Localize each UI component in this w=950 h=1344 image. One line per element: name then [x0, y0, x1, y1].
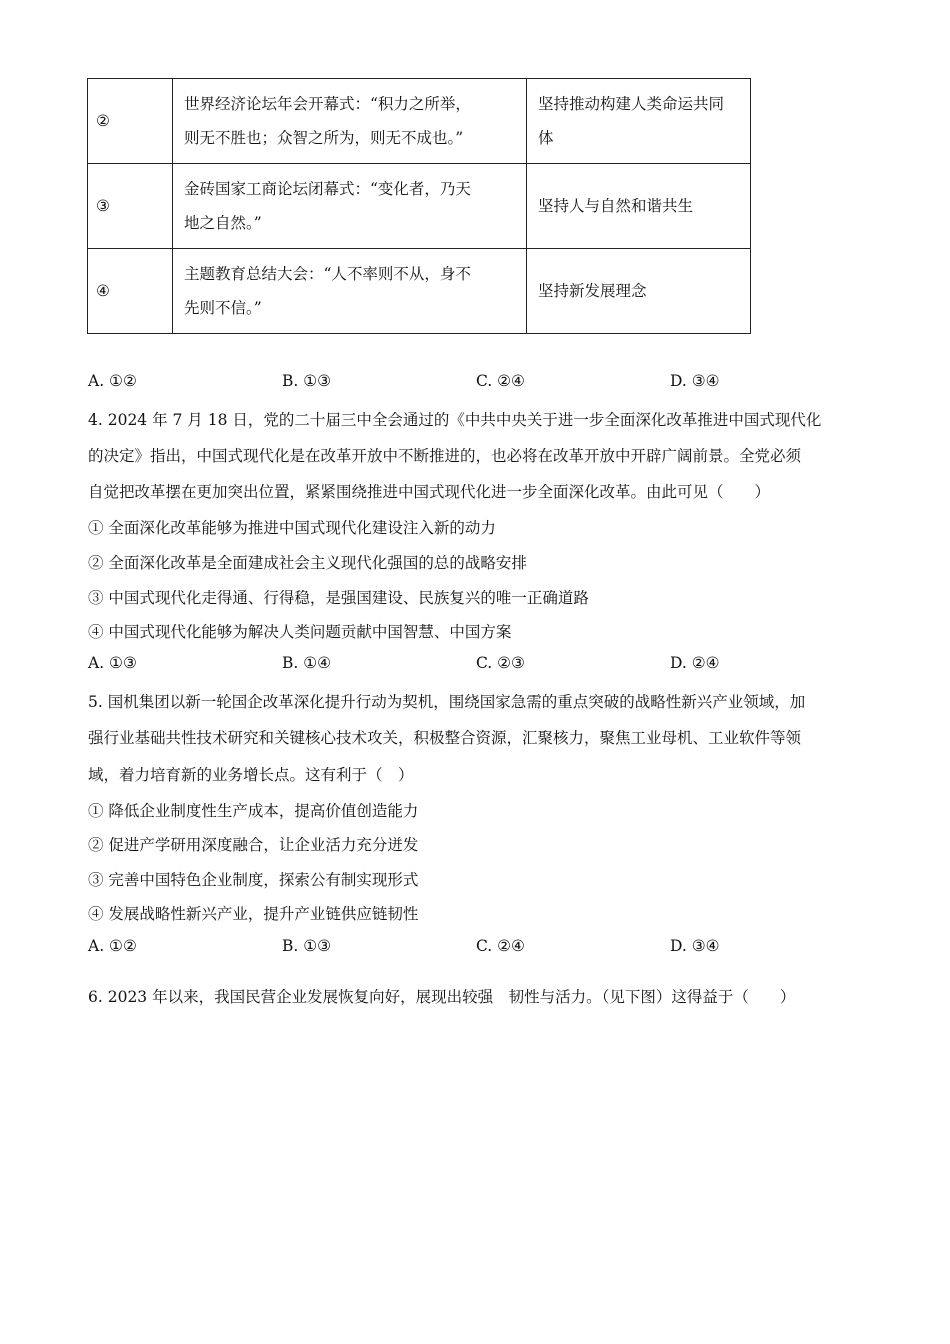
- q5-option: ④ 发展战略性新兴产业，提升产业链供应链韧性: [88, 905, 419, 923]
- quote-line: 则无不胜也；众智之所为，则无不成也。”: [184, 129, 464, 147]
- choice-c[interactable]: C. ②③: [476, 654, 525, 672]
- choice-b[interactable]: B. ①③: [282, 937, 332, 955]
- q5-option: ① 降低企业制度性生产成本，提高价值创造能力: [88, 802, 419, 820]
- choice-b[interactable]: B. ①③: [282, 372, 332, 390]
- q4-option: ③ 中国式现代化走得通、行得稳，是强国建设、民族复兴的唯一正确道路: [88, 589, 589, 607]
- q5-option: ③ 完善中国特色企业制度，探索公有制实现形式: [88, 871, 419, 889]
- choice-a[interactable]: A. ①③: [88, 654, 137, 672]
- row-number: ②: [88, 79, 173, 164]
- meaning-line: 体: [538, 129, 554, 147]
- quote-line: 金砖国家工商论坛闭幕式：“变化者，乃天: [184, 180, 471, 198]
- quote-meaning: [527, 164, 751, 249]
- quote-line: 地之自然。”: [184, 214, 262, 232]
- row-number: ③: [88, 164, 173, 249]
- quote-source: [173, 249, 527, 334]
- quote-table: [87, 78, 751, 334]
- quote-source: [173, 164, 527, 249]
- meaning-line: 坚持推动构建人类命运共同: [538, 95, 725, 113]
- quote-meaning: [527, 79, 751, 164]
- choice-a[interactable]: A. ①②: [88, 372, 137, 390]
- choice-d[interactable]: D. ③④: [670, 937, 720, 955]
- table-row: [88, 164, 751, 249]
- choice-d[interactable]: D. ②④: [670, 654, 720, 672]
- quote-line: 主题教育总结大会：“人不率则不从，身不: [184, 265, 471, 283]
- row-number: ④: [88, 249, 173, 334]
- q4-stem-line: 4. 2024 年 7 月 18 日，党的二十届三中全会通过的《中共中央关于进一步全面深化改革推进中国式现代化: [88, 411, 822, 429]
- meaning-line: 坚持人与自然和谐共生: [538, 197, 694, 215]
- q4-stem-line: 的决定》指出，中国式现代化是在改革开放中不断推进的，也必将在改革开放中开辟广阔前景。全党必须: [88, 447, 802, 465]
- q4-option: ② 全面深化改革是全面建成社会主义现代化强国的总的战略安排: [88, 554, 527, 572]
- q4-stem-line: 自觉把改革摆在更加突出位置，紧紧围绕推进中国式现代化进一步全面深化改革。由此可见（ ）: [88, 483, 771, 501]
- table-row: [88, 79, 751, 164]
- q5-stem-line: 5. 国机集团以新一轮国企改革深化提升行动为契机，围绕国家急需的重点突破的战略性新兴产业领域，加: [88, 693, 806, 711]
- q6-stem: 6. 2023 年以来，我国民营企业发展恢复向好，展现出较强 韧性与活力。（见下图）这得益于（ ）: [88, 988, 796, 1006]
- choice-b[interactable]: B. ①④: [282, 654, 332, 672]
- choice-c[interactable]: C. ②④: [476, 937, 525, 955]
- quote-meaning: [527, 249, 751, 334]
- choice-a[interactable]: A. ①②: [88, 937, 137, 955]
- quote-source: [173, 79, 527, 164]
- q5-option: ② 促进产学研用深度融合，让企业活力充分迸发: [88, 836, 419, 854]
- q5-stem-line: 强行业基础共性技术研究和关键核心技术攻关，积极整合资源，汇聚核力，聚焦工业母机、工业软件等领: [88, 729, 802, 747]
- choice-c[interactable]: C. ②④: [476, 372, 525, 390]
- meaning-line: 坚持新发展理念: [538, 282, 647, 300]
- q4-option: ④ 中国式现代化能够为解决人类问题贡献中国智慧、中国方案: [88, 623, 512, 641]
- q4-option: ① 全面深化改革能够为推进中国式现代化建设注入新的动力: [88, 519, 496, 537]
- quote-line: 世界经济论坛年会开幕式：“积力之所举，: [184, 95, 471, 113]
- table-row: [88, 249, 751, 334]
- quote-line: 先则不信。”: [184, 299, 262, 317]
- q5-stem-line: 域，着力培育新的业务增长点。这有利于（ ）: [88, 766, 414, 784]
- choice-d[interactable]: D. ③④: [670, 372, 720, 390]
